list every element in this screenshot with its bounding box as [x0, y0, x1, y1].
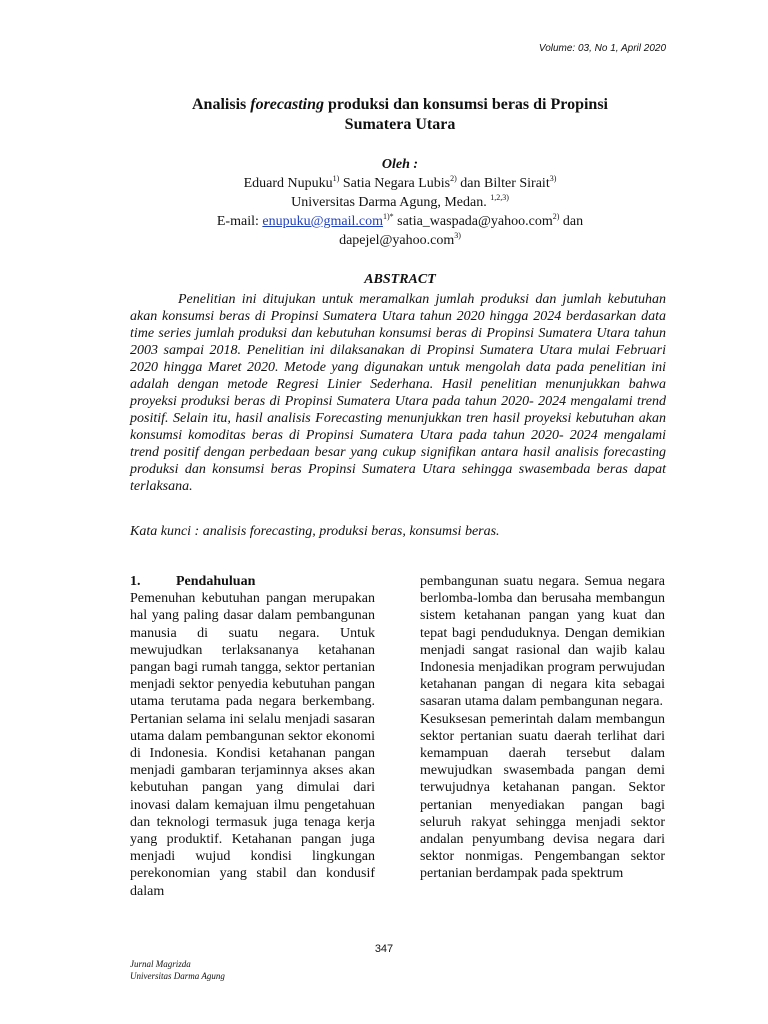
- email-line: [130, 212, 670, 231]
- email-link-1[interactable]: enupuku@gmail.com: [262, 214, 383, 229]
- email-2-sup: 2): [552, 212, 560, 221]
- author-3-sup: 3): [549, 174, 557, 183]
- intro-paragraph-2: pembangunan suatu negara. Semua negara berlomba-lomba dan berusaha membangun sistem ketahanan pangan yang kuat dan tepat bagi penduduknya. Dengan demikian menjadi sangat rasional dan wajib kalau Indonesia menjadikan program perwujudan ketahanan pangan di negara kita sebagai sasaran utama dalam pembangunan negara.: [420, 574, 665, 710]
- email-3: dapejel@yahoo.com: [339, 233, 455, 248]
- title-part-2: produksi dan konsumsi beras di Propinsi Sumatera Utara: [324, 96, 608, 133]
- author-block: [130, 155, 670, 250]
- section-number: 1.: [130, 574, 141, 589]
- title-italic-word: forecasting: [250, 96, 325, 113]
- section-title: Pendahuluan: [176, 574, 256, 589]
- affiliation-sup: 1,2,3): [490, 193, 509, 202]
- email-label: E-mail:: [216, 214, 263, 229]
- author-1: Eduard Nupuku: [243, 176, 333, 191]
- volume-info: Volume: 03, No 1, April 2020: [538, 43, 666, 54]
- affiliation-text: Universitas Darma Agung, Medan.: [291, 195, 487, 210]
- abstract-text: Penelitian ini ditujukan untuk meramalkan jumlah produksi dan jumlah kebutuhan akan konsumsi beras di Propinsi Sumatera Utara tahun 2020 hingga 2024 berdasarkan data time series jumlah produksi dan kebutuhan konsumsi beras di Propinsi Sumatera Utara tahun 2003 sampai 2018. Penelitian ini dilaksanakan di Propinsi Sumatera Utara mulai Februari 2020 hingga Maret 2020. Metode yang digunakan untuk mengolah data pada penelitian ini adalah dengan metode Regresi Linier Sederhana. Hasil penelitian menunjukkan bahwa proyeksi produksi beras di Propinsi Sumatera Utara pada tahun 2020- 2024 mengalami trend positif. Selain itu, hasil analisis Forecasting menunjukkan tren hasil proyeksi kebutuhan akan konsumsi komoditas beras di Propinsi Sumatera Utara pada tahun 2020- 2024 mengalami trend positif dengan perbedaan besar yang cukup signifikan antara hasil analisis forecasting produksi dan konsumsi beras Propinsi Sumatera Utara sehingga swasembada beras dapat terlaksana.: [130, 292, 666, 494]
- section-heading: [130, 573, 375, 590]
- page-number: 347: [374, 943, 394, 955]
- footer-university: Universitas Darma Agung: [130, 971, 225, 981]
- intro-paragraph-1: Pemenuhan kebutuhan pangan merupakan hal yang paling dasar dalam pembangunan manusia di suatu negara. Untuk mewujudkan terlaksananya ketahanan pangan bagi rumah tangga, sektor pertanian menjadi sektor penyedia kebutuhan pangan utama terutama pada negara berkembang. Pertanian selama ini selalu menjadi sasaran utama dalam pembangunan sektor ekonomi di Indonesia. Kondisi ketahanan pangan menjadi gambaran terjaminnya akses akan kebutuhan pangan yang dimulai dari inovasi dalam kemajuan ilmu pengetahuan dan teknologi termasuk juga tenaga kerja yang produktif. Ketahanan pangan juga menjadi wujud kondisi lingkungan perekonomian yang stabil dan kondusif dalam: [130, 591, 375, 899]
- email-1-sup: 1)*: [382, 212, 394, 221]
- email-2: satia_waspada@yahoo.com: [393, 214, 553, 229]
- footer: [130, 958, 225, 982]
- journal-name: Jurnal Magrizda: [130, 959, 191, 969]
- author-3: dan Bilter Sirait: [456, 176, 550, 191]
- email-line-2: [130, 231, 670, 250]
- abstract-heading: ABSTRACT: [364, 272, 436, 287]
- right-column: [420, 573, 665, 883]
- oleh-label: Oleh :: [381, 157, 419, 172]
- paper-title: [160, 95, 640, 135]
- email-and: dan: [559, 214, 584, 229]
- email-3-sup: 3): [454, 231, 461, 240]
- author-2-sup: 2): [450, 174, 457, 183]
- title-part-1: Analisis: [192, 96, 251, 113]
- left-column: [130, 573, 375, 900]
- keywords: Kata kunci : analisis forecasting, produksi beras, konsumsi beras.: [130, 524, 500, 539]
- author-1-sup: 1): [332, 174, 340, 183]
- author-names: [130, 174, 670, 193]
- author-2: Satia Negara Lubis: [339, 176, 451, 191]
- affiliation: [130, 193, 670, 212]
- intro-paragraph-3: Kesuksesan pemerintah dalam membangun sektor pertanian suatu daerah terlihat dari kemampuan daerah tersebut dalam mewujudkan swasembada pangan demi terwujudnya ketahanan pangan. Sektor pertanian menyediakan pangan bagi seluruh rakyat sehingga menjadi sektor andalan penyumbang devisa negara dari sektor nonmigas. Pengembangan sektor pertanian berdampak pada spektrum: [420, 711, 665, 882]
